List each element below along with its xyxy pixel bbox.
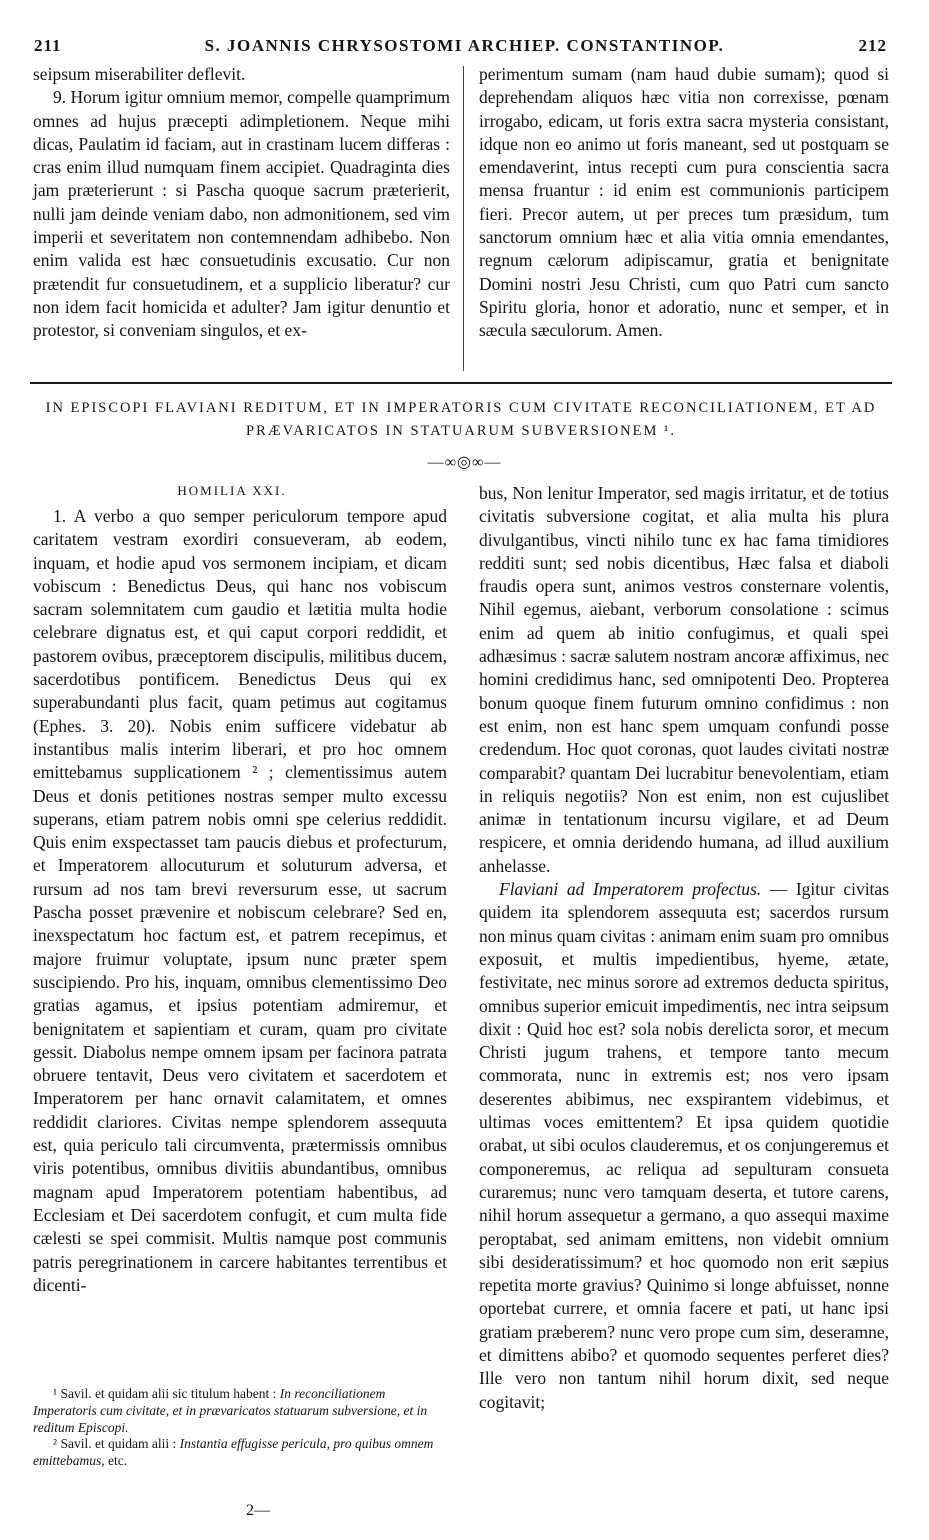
footnote-text: Savil. et quidam alii :: [60, 1436, 180, 1452]
footnote-tail: , etc.: [101, 1453, 128, 1469]
footnote-mark: ²: [53, 1436, 58, 1452]
side-heading: Flaviani ad Imperatorem profectus.: [499, 879, 762, 900]
paragraph: [479, 878, 889, 1414]
signature-mark: 2—: [246, 1502, 270, 1519]
page-number-right: 212: [858, 36, 887, 55]
footnotes: [33, 1386, 447, 1470]
ornament: —∞◎∞—: [427, 454, 502, 471]
paragraph: 9. Horum igitur omnium memor, compelle quamprimum omnes ad hujus præcepti adimpletionem. Neque mihi dicas, Paulatim id faciam, aut in crastinam lucem differas : cras enim illud numquam finem accipiet. Quadraginta dies jam præterierunt : si Pascha quoque sacrum præterierit, nulli jam deinde veniam dabo, non admonitionem, sed vim imperii et severitatem non contemnendam adhibebo. Non enim valida est hæc consuetudinis excusatio. Cur non prætendit fur consuetudinem, et a supplicio liberatur? cur non idem facit homicida et adulter? Jam igitur denuntio et protestor, si conveniam singulos, et ex-: [33, 87, 450, 341]
homily-label: HOMILIA XXI.: [177, 483, 287, 498]
footnote-italic: In reconciliationem Imperatoris cum civitate, et in prævaricatos statuarum subversione, et in reditum Episcopi.: [33, 1386, 428, 1435]
footnote-text: Savil. et quidam alii sic titulum habent :: [60, 1386, 280, 1401]
footnote-mark: ¹: [53, 1386, 58, 1401]
footnote: [33, 1436, 447, 1470]
paragraph-text: — Igitur civitas quidem ita splendorem assequuta est; sacerdos rursum non minus quam civitas : animam enim suam pro omnibus exposuit, et multis impedientibus, hyeme, ætate, festivitate, nec minus sorore ad extremos deducta spiritus, omnibus superior emicuit impedimentis, nec intra seipsum dixit : Quid hoc est? sola nobis derelicta soror, et mecum Christi jugum trahens, et tempore tanto mecum commorata, nunc in extremis est; nos vero ipsam deserentes abibimus, nec exspirantem videbimus, et ultimas voces emittentem? Et ipsa quidem quotidie orabat, ut sibi oculos clauderemus, et os conjungeremus et componeremus, ac reliqua ad sepulturam consueta curaremus; nunc vero tamquam deserta, et tutore carens, nihil horum assequetur a germano, a quo assequi maxime peroptabat, sed animam emittens, non videbit omnium sibi desideratissimum? et hoc quomodo non erit sæpius repetita morte gravius? Quinimo si longe abfuisset, nonne oportebat currere, et omnia facere et pati, ut hanc ipsi gratiam præberem? nunc vero prope cum sim, deseramne, et dimittens abibo? et quomodo sequentes perferet dies? Ille vero non tantum nihil horum dixit, sed neque cogitavit;: [479, 879, 889, 1412]
top-right-column: [479, 63, 889, 343]
page-number-left: 211: [34, 36, 62, 55]
footnote: [33, 1386, 447, 1436]
paragraph: seipsum miserabiliter deflevit.: [33, 64, 246, 84]
footnote-italic: Instantia effugisse pericula, pro quibus omnem emittebamus: [33, 1436, 434, 1469]
running-title: S. JOANNIS CHRYSOSTOMI ARCHIEP. CONSTANTINOP.: [204, 36, 725, 55]
paragraph: bus, Non lenitur Imperator, sed magis irritatur, et de totius civitatis subversione cogitat, et alia multa his plura divulgantibus, vincti nihilo tunc ex hac fama timidiores redditi sunt; sed nobis dicentibus, Hæc falsa et diaboli fraudis opera sunt, animos vestros consternare volentis, Nihil egemus, aiebant, verborum consolatione : scimus enim ad quem ab initio confugimus, et quali spei adhæsimus : sacræ salutem nostram ancoræ affiximus, nec homini credidimus hanc, sed omnipotenti Deo. Propterea bonum quoque finem futurum omnino confidimus : non est enim, non est hanc spem umquam confundi posse credendum. Hoc quot coronas, quot laudes civitati nostræ comparabit? quantam Dei lucrabitur benevolentiam, etiam in reliquis negotiis? Non est enim, non est cujuslibet animæ in tentationum incursu vigilare, et ad Deum respicere, et omnia deridendo humana, ad illud auxilium anhelasse.: [479, 483, 889, 876]
column-divider: [463, 66, 464, 371]
paragraph: 1. A verbo a quo semper periculorum tempore apud caritatem vestram exordiri consueveram, ab eodem, inquam, et hodie apud vos sermonem incipiam, et dicam vobiscum : Benedictus Deus, qui hanc nos vobiscum sacram solemnitatem cum gaudio et lætitia multa hodie celebrare dignatus est, et qui caput corpori reddidit, et pastorem ovibus, præceptorem discipulis, militibus ducem, sacerdotibus pontificem. Benedictus Deus qui ex superabundanti plus facit, quam petimus aut cogitamus (Ephes. 3. 20). Nobis enim sufficere videbatur ab instantibus malis interim liberari, et pro hoc omnem emittebamus supplicationem ² ; clementissimus autem Deus et donis petitiones nostras semper multo excessu superans, etiam patrem nobis omni spe celerius reddidit. Quis enim exspectasset tam paucis diebus et profecturum, et Imperatorem allocuturum et soluturum adversa, et rursum ad nos tam brevi reversurum esse, ut sacrum Pascha posset prævenire et nobiscum celebrare? Sed en, inexspectatum hoc factum est, et patrem recepimus, et majore fruimur voluptate, ipsum nunc præter spem suscipiendo. Pro his, inquam, omnibus clementissimo Deo gratias agamus, et ipsius potentiam admiremur, et benignitatem et sapientiam et curam, quam pro civitate gessit. Diabolus nempe omnem ipsam per facinora patrata obruere tentavit, Deus vero civitatem et sacerdotem et Imperatorem per hanc ornavit calamitatem, et omnes reddidit clariores. Civitas nempe splendorem assequuta est, quia periculo tali circumventa, prætermissis omnibus viris potentibus, omnibus divitiis abundantibus, omnibus magnam apud Imperatorem potentiam habentibus, ad Ecclesiam et Dei sacerdotem confugit, et cum multa fide cælesti se spei commisit. Multis namque post communis patris peregrinationem in carcere habitantes terrentibus et dicenti-: [33, 506, 447, 1295]
body-left-column: [33, 505, 447, 1297]
body-right-column: [479, 482, 889, 1414]
section-rule: [30, 382, 892, 384]
top-left-column: [33, 63, 450, 343]
paragraph: perimentum sumam (nam haud dubie sumam); quod si deprehendam aliquos hæc vitia non correxisse, pœnam irrogabo, edicam, ut foris extra sacra mysteria consistant, idque non eo animo ut foris maneant, sed ut postquam se emendaverint, intus recepti cum pura conscientia sacra mensa fruantur : id enim est communionis participem fieri. Precor autem, ut per preces tum præsidum, tum sanctorum omnium hæc et alia vitia omnia emendantes, regnum cælorum adipiscamur, gratia et benignitate Domini nostri Jesu Christi, cum quo Patri cum sancto Spiritu gloria, honor et adoratio, nunc et semper, et in sæcula sæculorum. Amen.: [479, 64, 889, 341]
section-title: IN EPISCOPI FLAVIANI REDITUM, ET IN IMPERATORIS CUM CIVITATE RECONCILIATIONEM, ET AD PRÆVARICATOS IN STATUARUM SUBVERSIONEM ¹.: [45, 400, 877, 439]
